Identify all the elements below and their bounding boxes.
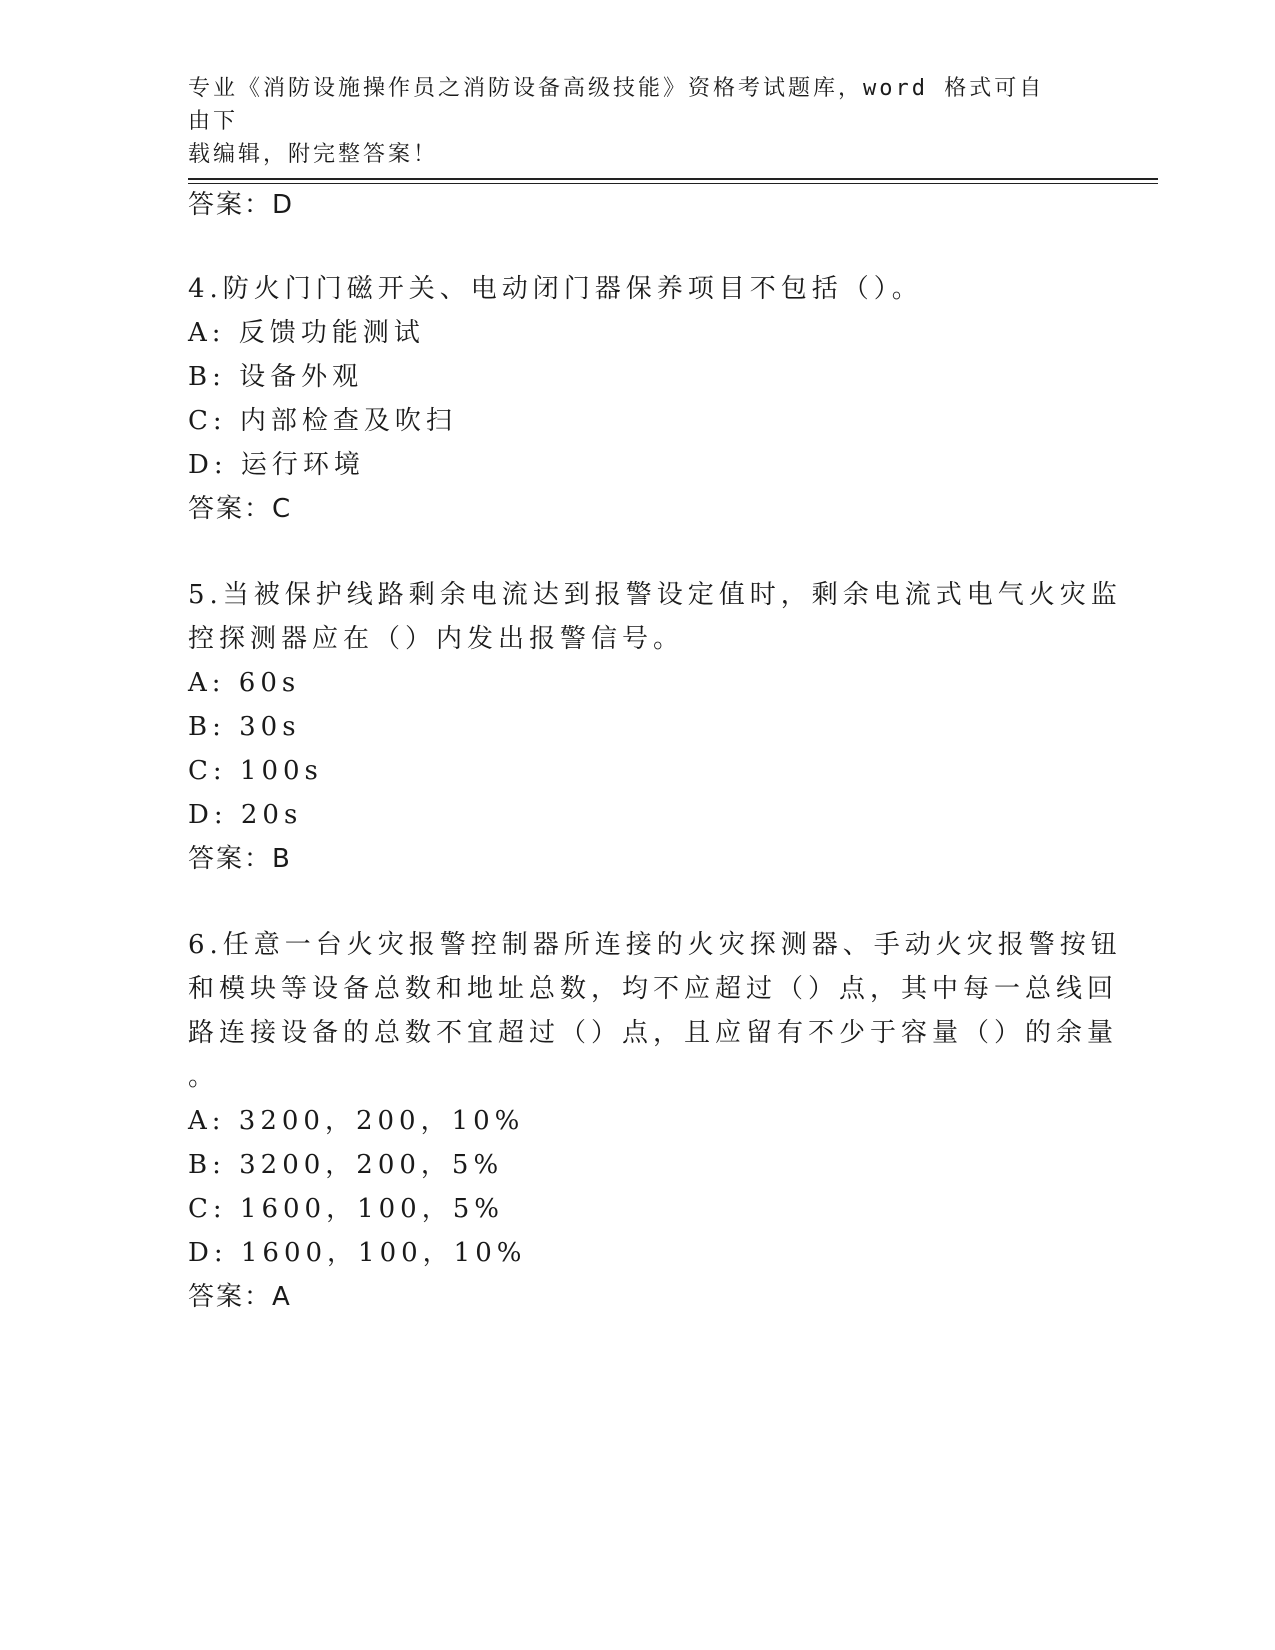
question-4-option-b: B: 设备外观 — [188, 362, 364, 392]
document-header — [188, 72, 1068, 171]
header-line-2: 载编辑，附完整答案！ — [188, 142, 439, 167]
answer-prev: 答案：D — [188, 190, 295, 220]
question-4-option-d: D: 运行环境 — [188, 450, 365, 480]
question-6-stem-line-4: 。 — [188, 1062, 220, 1092]
question-5-stem-line-2: 控探测器应在（）内发出报警信号。 — [188, 624, 685, 654]
question-6-option-c: C: 1600，100，5% — [188, 1194, 504, 1224]
question-6-stem-line-1: 6.任意一台火灾报警控制器所连接的火灾探测器、手动火灾报警按钮 — [188, 930, 1122, 960]
question-4-option-a: A: 反馈功能测试 — [188, 318, 425, 348]
question-6-stem-line-3: 路连接设备的总数不宜超过（）点，且应留有不少于容量（）的余量 — [188, 1018, 1119, 1048]
header-line-1: 专业《消防设施操作员之消防设备高级技能》资格考试题库，word 格式可自由下 — [188, 76, 1045, 134]
question-4-stem-line-1: 4.防火门门磁开关、电动闭门器保养项目不包括（）。 — [188, 274, 923, 304]
question-5-option-d: D: 20s — [188, 800, 303, 830]
header-rule-thick — [188, 178, 1158, 180]
header-rule-thin — [188, 183, 1158, 184]
question-6-answer: 答案：A — [188, 1282, 292, 1312]
question-5-answer: 答案：B — [188, 844, 292, 874]
question-6-option-d: D: 1600，100，10% — [188, 1238, 527, 1268]
question-6-stem-line-2: 和模块等设备总数和地址总数，均不应超过（）点，其中每一总线回 — [188, 974, 1119, 1004]
question-5-option-c: C: 100s — [188, 756, 323, 786]
question-5-option-a: A: 60s — [188, 668, 301, 698]
question-4-option-c: C: 内部检查及吹扫 — [188, 406, 457, 436]
question-5-stem-line-1: 5.当被保护线路剩余电流达到报警设定值时，剩余电流式电气火灾监 — [188, 580, 1122, 610]
question-6-option-b: B: 3200，200，5% — [188, 1150, 504, 1180]
question-6-option-a: A: 3200，200，10% — [188, 1106, 525, 1136]
question-5-option-b: B: 30s — [188, 712, 301, 742]
question-4-answer: 答案：C — [188, 494, 293, 524]
